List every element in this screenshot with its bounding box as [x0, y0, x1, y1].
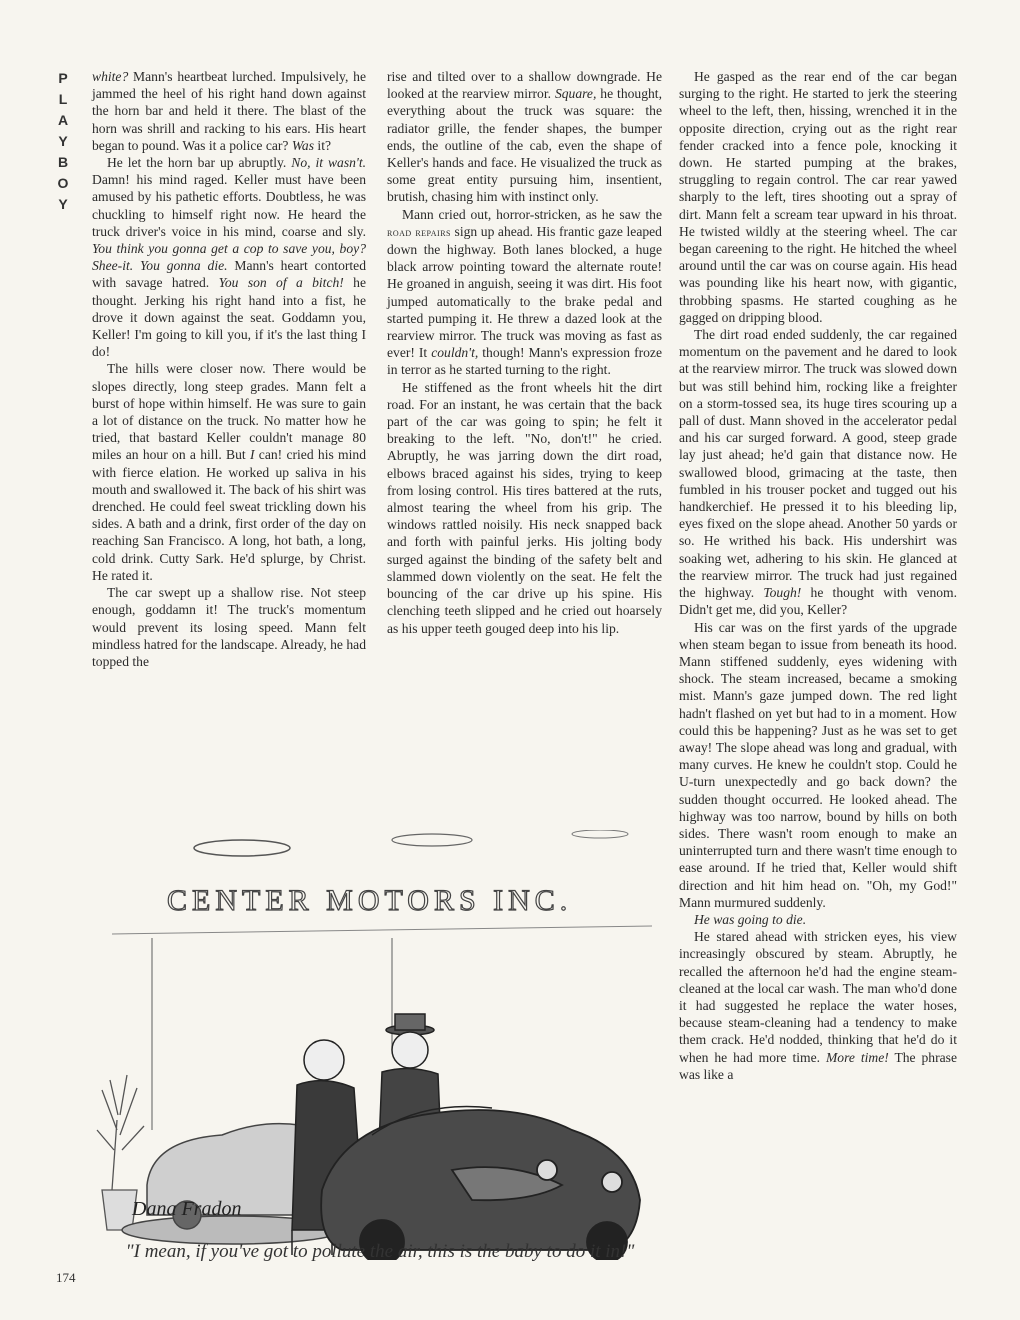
- paragraph: He stiffened as the front wheels hit the dirt road. For an instant, he was certain that the back part of the car was going to spin; he felt it breaking to the left. "No, don't!" he cried. Abruptly, he was jarring down the dirt road, elbows braced against his sides, trying to keep from losing control. His tires battered at the ruts, almost tearing the wheel from his grip. The windows rattled noisily. His neck snapped back and forth with painful jerks. His jolting body surged against the binding of the safety belt and slammed down violently on the seat. He felt the bouncing of the car drive up his spine. His clenching teeth slipped and he cried out hoarsely as his upper teeth gouged deep into his lip.: [387, 379, 662, 636]
- paragraph: He gasped as the rear end of the car began surging to the right. He started to jerk the steering wheel to the left, then, hissing, wrenched it in the opposite direction, crying out as the right rear fender cracked into a fence pole, knocking it down. He started pumping at the brakes, struggling to regain control. The car rear yawed sharply to the left, tires shooting out a spray of dirt. Mann felt a scream tear upward in his throat. He twisted wildly at the steering wheel. The car began careening to the right. He hitched the wheel around until the car was on course again. His head was pounding like his heart now, with gigantic, throbbing spasms. He started coughing as he gagged on dripping blood.: [679, 69, 957, 325]
- paragraph: He let the horn bar up abruptly. No, it wasn't. Damn! his mind raged. Keller must have been amused by his pathetic efforts. Doubtless, he was chuckling to himself right now. He heard the truck driver's voice in his mind, coarse and sly. You think you gonna get a cop to save you, boy? Shee-it. You gonna die. Mann's heart contorted with savage hatred. You son of a bitch! he thought. Jerking his right hand into a fist, he drove it down against the seat. Goddamn you, Keller! I'm going to kill you, if it's the last thing I do!: [92, 155, 367, 360]
- masthead: [50, 68, 76, 215]
- cartoon-caption: "I mean, if you've got to pollute the air, this is the baby to do it in!": [125, 1241, 635, 1262]
- paragraph: The car swept up a shallow rise. Not steep enough, goddamn it! The truck's momentum would prevent its losing speed. Mann felt mindless hatred for the landscape. Already, he had topped the: [92, 585, 366, 669]
- ceiling-light: [572, 830, 628, 838]
- text-column-2: [387, 68, 662, 637]
- paragraph: He stared ahead with stricken eyes, his view increasingly obscured by steam. Abruptly, he recalled the afternoon he'd had the engine steam-cleaned at the local car wash. The man who'd done it had suggested he replace the water hoses, because steam-cleaning had a tendency to make them crack. He'd nodded, thinking that he'd do it when he had more time. More time! The phrase was like a: [679, 929, 957, 1082]
- paragraph: white? Mann's heartbeat lurched. Impulsively, he jammed the heel of his right hand down against the horn bar and held it there. The blast of the horn was shrill and racking to his ears. His heart began to pound. Was it a police car? Was it?: [92, 69, 366, 153]
- masthead-letter: A: [57, 112, 69, 128]
- ceiling-light: [392, 834, 472, 846]
- masthead-letter: O: [57, 175, 69, 191]
- showroom-sign: CENTER MOTORS INC.: [167, 884, 573, 917]
- convertible-car: [321, 1107, 640, 1260]
- masthead-letter: Y: [58, 133, 68, 149]
- paragraph: The dirt road ended suddenly, the car regained momentum on the pavement and he dared to look at the rearview mirror. The truck was slowed down but was still behind him, rocking like a freighter on a storm-tossed sea, its huge tires scouring up a pall of dust. Mann shoved in the accelerator pedal and his car surged forward. A good, steep grade lay just ahead; he'd gain that distance now. He swallowed blood, grimacing at the taste, then fumbled in his trouser pocket and tugged out his handkerchief. He pressed it to his bleeding lip, eyes fixed on the slope ahead. Another 50 yards or so. He writhed his back. His undershirt was soaking wet, adhering to his skin. He glanced at the rearview mirror. The truck had just regained the highway. Tough! he thought with venom. Didn't get me, did you, Keller?: [679, 327, 958, 618]
- masthead-letter: B: [57, 154, 69, 170]
- text-column-1: [92, 68, 366, 670]
- paragraph: His car was on the first yards of the upgrade when steam began to issue from beneath its hood. Mann stiffened suddenly, eyes widening with shock. The steam increased, became a smoking mist. Mann's gaze jumped down. The red light hadn't flashed on yet but had to in a moment. How could this be happening? Just as he was set to get away! The slope ahead was long and gradual, with many curves. He knew he couldn't stop. Could he U-turn unexpectedly and go back down? the sudden thought occurred. He looked ahead. The highway was too narrow, bound by hills on both sides. There wasn't room enough to make an uninterrupted turn and there wasn't time enough to ease around. If he tried that, Keller would shift direction and hit him head on. "Oh, my God!" Mann murmured suddenly.: [679, 619, 957, 910]
- paragraph: He was going to die.: [693, 911, 807, 927]
- page-number: 174: [56, 1270, 76, 1285]
- artist-signature: Dana Fradon: [132, 1198, 242, 1220]
- paragraph: rise and tilted over to a shallow downgrade. He looked at the rearview mirror. Square, he thought, everything about the truck was square: the radiator grille, the fender shapes, the bumper ends, the outline of the cab, even the shape of Keller's hands and face. He visualized the truck as some great entity pursuing him, insentient, brutish, chasing him with instinct only.: [387, 69, 662, 205]
- ceiling-light: [194, 840, 290, 856]
- masthead-letter: L: [58, 91, 68, 107]
- masthead-letter: P: [58, 70, 68, 86]
- masthead-letter: Y: [58, 196, 68, 212]
- paragraph: Mann cried out, horror-stricken, as he saw the road repairs sign up ahead. His frantic gaze leaped down the highway. Both lanes blocked, a huge black arrow pointing toward the alternate route! He groaned in anguish, seeing it was dirt. His foot jumped automatically to the brake pedal and started pumping it. He threw a dazed look at the rearview mirror. The truck was moving as fast as ever! It couldn't, though! Mann's expression froze in terror as he started turning to the right.: [387, 206, 662, 378]
- paragraph: The hills were closer now. There would be slopes directly, long steep grades. Mann felt a burst of hope within himself. He was sure to gain a lot of distance on the truck. No matter how he tried, that bastard Keller couldn't manage 80 miles an hour on a hill. But I can! cried his mind with fierce elation. He worked up saliva in his mouth and swallowed it. The back of his shirt was drenched. He could feel sweat trickling down his sides. A bath and a drink, first order of the day on reaching San Francisco. A long, hot bath, a long, cold drink. Cutty Sark. He'd splurge, by Christ. He rated it.: [92, 361, 366, 583]
- text-column-3: [679, 68, 957, 1083]
- cartoon-illustration: [92, 830, 660, 1260]
